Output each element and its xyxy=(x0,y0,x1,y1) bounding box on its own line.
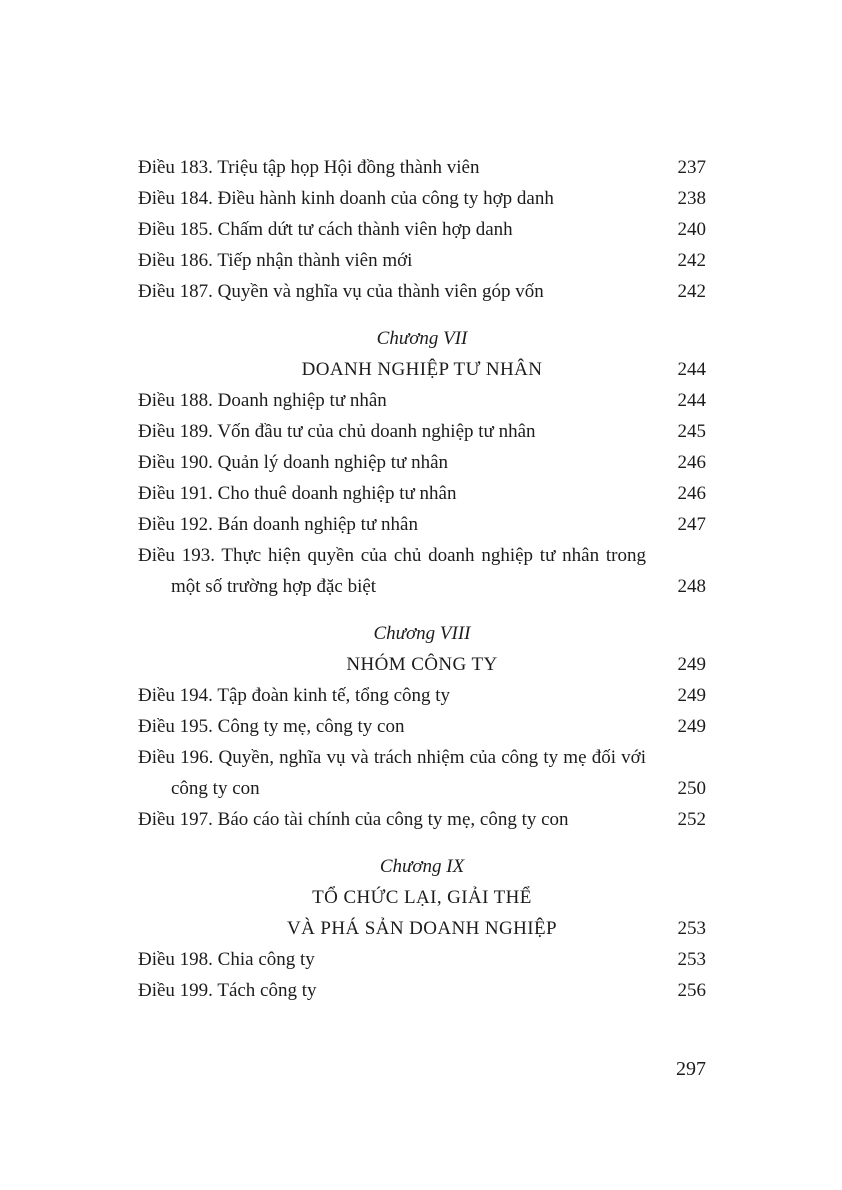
entry-page-number: 249 xyxy=(677,716,706,737)
footer-page-number: 297 xyxy=(676,1058,706,1080)
toc-entry xyxy=(138,711,706,742)
chapter-title xyxy=(138,913,706,944)
entry-page-number: 253 xyxy=(677,949,706,970)
entry-page-number: 242 xyxy=(677,250,706,271)
entry-text: Điều 187. Quyền và nghĩa vụ của thành viên góp vốn xyxy=(138,281,544,302)
entry-page-number: 238 xyxy=(677,188,706,209)
entry-text: Điều 186. Tiếp nhận thành viên mới xyxy=(138,250,413,271)
toc-entry xyxy=(138,416,706,447)
entry-text: Điều 199. Tách công ty xyxy=(138,980,317,1001)
entry-text: Điều 191. Cho thuê doanh nghiệp tư nhân xyxy=(138,483,457,504)
entry-page-number: 237 xyxy=(677,157,706,178)
chapter-page-number: 253 xyxy=(677,918,706,939)
toc-entry xyxy=(138,478,706,509)
entry-text: Điều 192. Bán doanh nghiệp tư nhân xyxy=(138,514,418,535)
chapter-title-text: DOANH NGHIỆP TƯ NHÂN xyxy=(301,359,543,380)
entry-text: Điều 190. Quản lý doanh nghiệp tư nhân xyxy=(138,452,449,473)
toc-entry xyxy=(138,680,706,711)
chapter-title-text: TỔ CHỨC LẠI, GIẢI THỂ xyxy=(312,887,532,908)
chapter-title-text: VÀ PHÁ SẢN DOANH NGHIỆP xyxy=(287,918,557,939)
toc-entry xyxy=(138,540,706,602)
entry-text: Điều 183. Triệu tập họp Hội đồng thành viên xyxy=(138,157,480,178)
entry-text: Điều 197. Báo cáo tài chính của công ty mẹ, công ty con xyxy=(138,809,569,830)
toc-entry xyxy=(138,975,706,1006)
entry-page-number: 246 xyxy=(677,452,706,473)
entry-text: Điều 188. Doanh nghiệp tư nhân xyxy=(138,390,387,411)
chapter-page-number: 249 xyxy=(677,654,706,675)
entry-text: Điều 193. Thực hiện quyền của chủ doanh nghiệp tư nhân trong một số trường hợp đặc biệt xyxy=(138,545,646,597)
entry-page-number: 250 xyxy=(677,778,706,799)
entry-text: Điều 184. Điều hành kinh doanh của công ty hợp danh xyxy=(138,188,554,209)
chapter-label: Chương VII xyxy=(376,328,468,349)
entry-text: Điều 195. Công ty mẹ, công ty con xyxy=(138,716,405,737)
toc-entry xyxy=(138,276,706,307)
chapter-label: Chương VIII xyxy=(373,623,471,644)
entry-text: Điều 196. Quyền, nghĩa vụ và trách nhiệm của công ty mẹ đối với công ty con xyxy=(138,747,646,799)
entry-page-number: 256 xyxy=(677,980,706,1001)
entry-page-number: 249 xyxy=(677,685,706,706)
entry-page-number: 245 xyxy=(677,421,706,442)
entry-page-number: 252 xyxy=(677,809,706,830)
toc-entry xyxy=(138,385,706,416)
entry-text: Điều 194. Tập đoàn kinh tế, tổng công ty xyxy=(138,685,451,706)
entry-page-number: 244 xyxy=(677,390,706,411)
entry-text: Điều 185. Chấm dứt tư cách thành viên hợp danh xyxy=(138,219,513,240)
toc-entry xyxy=(138,183,706,214)
toc-entry xyxy=(138,447,706,478)
toc-entry xyxy=(138,804,706,835)
toc-entry xyxy=(138,152,706,183)
toc-entry xyxy=(138,509,706,540)
chapter-page-number: 244 xyxy=(677,359,706,380)
chapter-title xyxy=(138,354,706,385)
entry-page-number: 242 xyxy=(677,281,706,302)
toc-entry xyxy=(138,214,706,245)
chapter-title xyxy=(138,882,706,913)
toc-entry xyxy=(138,742,706,804)
entry-text: Điều 189. Vốn đầu tư của chủ doanh nghiệp tư nhân xyxy=(138,421,536,442)
entry-page-number: 248 xyxy=(677,576,706,597)
chapter-title xyxy=(138,649,706,680)
entry-page-number: 247 xyxy=(677,514,706,535)
chapter-title-text: NHÓM CÔNG TY xyxy=(346,654,498,675)
toc-entry xyxy=(138,944,706,975)
chapter-label: Chương IX xyxy=(379,856,465,877)
table-of-contents xyxy=(138,152,706,1006)
entry-text: Điều 198. Chia công ty xyxy=(138,949,315,970)
toc-entry xyxy=(138,245,706,276)
entry-page-number: 240 xyxy=(677,219,706,240)
entry-page-number: 246 xyxy=(677,483,706,504)
